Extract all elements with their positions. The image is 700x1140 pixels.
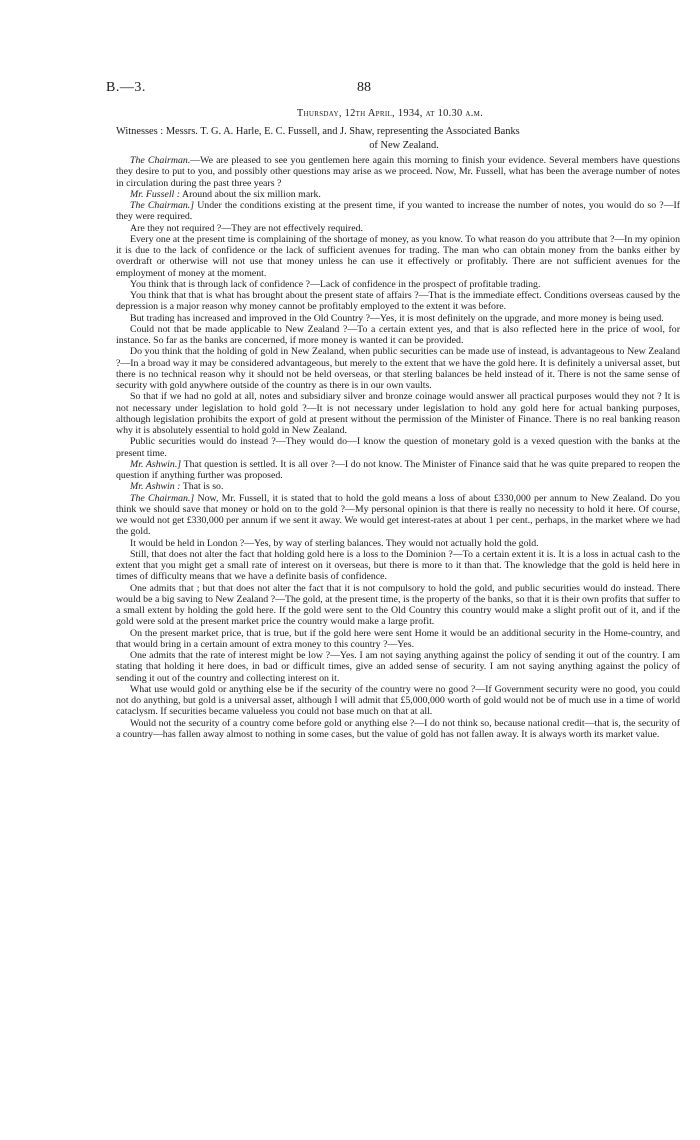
paragraph-text: You think that is through lack of confidence ?—Lack of confidence in the prospect of profitable trading. (130, 278, 541, 290)
paragraph-text: One admits that the rate of interest might be low ?—Yes. I am not saying anything against the policy of sending it out of the country. I am stating that holding it here does, in bad or difficult times, give an added sense of security. I am not saying anything against the policy of sending it out of the country and collecting interest on it. (116, 650, 680, 684)
paragraph-text: What use would gold or anything else be if the security of the country were no good ?—If Government security were no good, you could not do anything, but gold is a universal asset, although I will admit that £5,000,000 worth of gold would not be of much use in a time of world cataclysm. If securities became valueless you could not base much on that at all. (116, 683, 680, 718)
speaker-name: The Chairman. (130, 155, 191, 166)
paragraph-text: Now, Mr. Fussell, it is stated that to hold the gold means a loss of about £330,000 per annum to New Zealand. Do you think we should save that money or hold on to the gold ?—My personal opinion is that there is really no necessity to hold it here. Of course, we would not get £330,000 per annum if we sent it away. We would get interest-rates at about 1 per cent., perhaps, in the market where we had the gold. (116, 492, 680, 538)
speaker-name: Mr. Ashwin.] (130, 458, 182, 470)
paragraph-text: Every one at the present time is complaining of the shortage of money, as you know. To what reason do you attribute that ?—In my opinion it is due to the lack of confidence or the lack of sufficient avenues for trading. The man who can obtain money from the banks either by overdraft or otherwise will not use that money unless he can use it effectively or profitably. There are not sufficient avenues for the employment of money at the moment. (116, 233, 680, 279)
report-reference: B.—3. (106, 80, 146, 95)
evidence-paragraph (116, 628, 680, 651)
evidence-paragraph (116, 718, 680, 741)
page-number: 88 (357, 80, 371, 95)
evidence-paragraph (116, 538, 680, 549)
paragraph-text: You think that that is what has brought about the present state of affairs ?—That is the immediate effect. Conditions overseas caused by the depression is a major reason why money cannot be profitably employed to the extent it was before. (116, 290, 680, 313)
paragraph-text: But trading has increased and improved in the Old Country ?—Yes, it is most definitely on the upgrade, and more money is being used. (130, 312, 664, 324)
evidence-paragraph (116, 324, 680, 347)
evidence-paragraph (116, 279, 680, 290)
evidence-paragraph (116, 684, 680, 718)
paragraph-text: So that if we had no gold at all, notes and subsidiary silver and bronze coinage would answer all practical purposes would they not ? It is not necessary under legislation to hold gold ?—It is not necessary under legislation to hold any gold here for actual banking purposes, although legislation prohibits the export of gold at present without the permission of the Minister of Finance. There is no real banking reason why it is absolutely essential to hold gold in New Zealand. (116, 391, 680, 436)
paragraph-text: One admits that ; but that does not alter the fact that it is not compulsory to hold the gold, and public securities would do instead. There would be a big saving to New Zealand ?—The gold, at the present time, is the property of the banks, so that it is their own profits that suffer to a small extent by holding the gold here. If the gold were sent to the Old Country this country would make a slight profit out of it, and if the gold were sold at the present market price the country would make a large profit. (116, 582, 680, 628)
witnesses-continuation: of New Zealand. (369, 140, 439, 151)
evidence-paragraph (116, 436, 680, 459)
evidence-paragraph (116, 583, 680, 628)
witnesses-line (116, 125, 680, 153)
evidence-paragraph (116, 313, 680, 324)
paragraph-text: On the present market price, that is true, but if the gold here were sent Home it would be an additional security in the Home-country, and that would bring in a certain amount of extra money to this country ?—Yes. (116, 627, 680, 650)
evidence-paragraph (116, 459, 680, 482)
paragraph-text: —We are pleased to see you gentlemen here again this morning to finish your evidence. Several members have questions they desire to put to you, and possibly other questions may arise as we proceed. Now, Mr. Fussell, what has been the average number of notes in circulation during the past three years ? (116, 155, 680, 189)
speaker-name: The Chairman.] (130, 200, 195, 211)
evidence-paragraph (116, 189, 680, 200)
evidence-paragraph (116, 290, 680, 313)
paragraph-text: Still, that does not alter the fact that holding gold here is a loss to the Dominion ?—To a certain extent it is. It is a loss in actual cash to the extent that you might get a small rate of interest on it overseas, but there is more to it than that. The knowledge that the gold is held here in times of difficulty means that we have a definite basis of confidence. (116, 548, 680, 583)
paragraph-text: Do you think that the holding of gold in New Zealand, when public securities can be made use of instead, is advantageous to New Zealand ?—In a broad way it may be considered advantageous, but merely to the extent that we have the gold here. It is definitely a universal asset, but there is no technical reason why it should not be held overseas, or that sterling balances be held instead of it. There is not the same sense of security with gold anywhere outside of the country as there is in our own vaults. (116, 346, 680, 391)
paragraph-text: Around about the six million mark. (180, 188, 321, 200)
evidence-paragraph (116, 155, 680, 189)
paragraph-text: That question is settled. It is all over ?—I do not know. The Minister of Finance said that he was quite prepared to reopen the question if anything further was proposed. (116, 458, 680, 481)
evidence-body (116, 155, 680, 740)
evidence-paragraph (116, 391, 680, 436)
evidence-paragraph (116, 346, 680, 391)
evidence-paragraph (116, 549, 680, 583)
evidence-paragraph (116, 493, 680, 538)
speaker-name: The Chairman.] (130, 492, 195, 504)
paragraph-text: Would not the security of a country come before gold or anything else ?—I do not think so, because national credit—that is, the security of a country—has fallen away almost to nothing in some cases, but the value of gold has not fallen away. It is always worth its market value. (116, 717, 680, 740)
evidence-paragraph (116, 223, 680, 234)
witnesses-label: Witnesses : (116, 126, 164, 137)
speaker-name: Mr. Fussell : (130, 188, 181, 200)
evidence-paragraph (116, 234, 680, 279)
paragraph-text: Are they not required ?—They are not effectively required. (130, 222, 363, 234)
paragraph-text: It would be held in London ?—Yes, by way of sterling balances. They would not actually hold the gold. (130, 537, 539, 549)
paragraph-text: That is so. (180, 481, 224, 493)
sitting-date-heading: Thursday, 12th April, 1934, at 10.30 a.m. (296, 108, 484, 119)
speaker-name: Mr. Ashwin : (130, 481, 181, 493)
witnesses-names: Messrs. T. G. A. Harle, E. C. Fussell, and J. Shaw, representing the Associated Banks (165, 126, 520, 137)
paragraph-text: Under the conditions existing at the present time, if you wanted to increase the number of notes, you would do so ?—If they were required. (116, 200, 680, 223)
evidence-paragraph (116, 481, 680, 492)
paragraph-text: Public securities would do instead ?—They would do—I know the question of monetary gold is a vexed question with the banks at the present time. (116, 436, 680, 459)
paragraph-text: Could not that be made applicable to New Zealand ?—To a certain extent yes, and that is also reflected here in the price of wool, for instance. So far as the banks are concerned, if more money is wanted it can be provided. (116, 323, 680, 346)
evidence-paragraph (116, 650, 680, 684)
evidence-paragraph (116, 200, 680, 223)
